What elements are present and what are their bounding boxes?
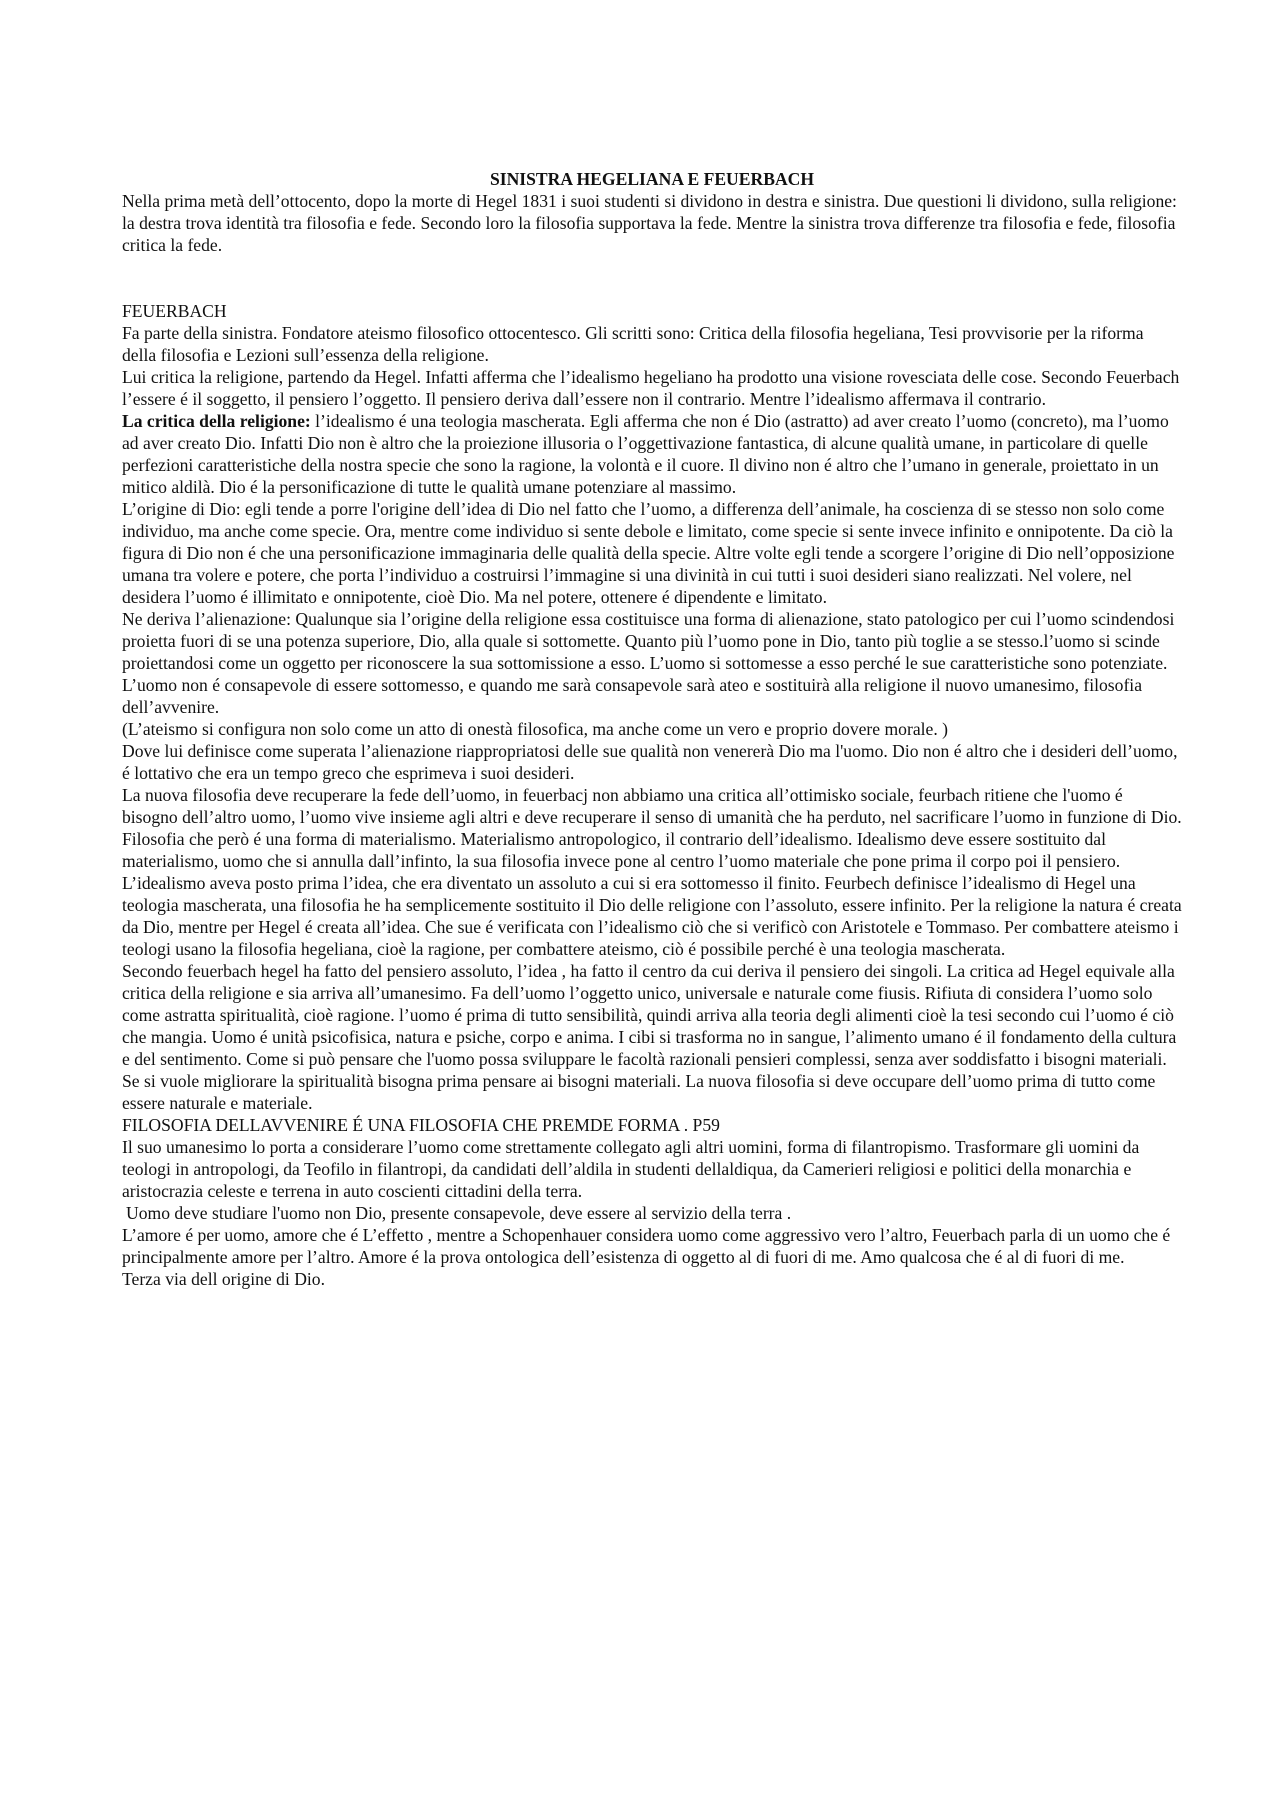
paragraph-9: L’idealismo aveva posto prima l’idea, che era diventato un assoluto a cui si era sottomesso il finito. Feurbech definisce l’idealismo di Hegel una teologia mascherata, una filosofia he ha semplicemente sostituito il Dio delle religione con l’assoluto, essere infinito. Per la religione la natura é creata da Dio, mentre per Hegel é creata all’idea. Che sue é verificata con l’idealismo ciò che si verificò con Aristotele e Tommaso. Per combattere ateismo i teologi usano la filosofia hegeliana, cioè la ragione, per combattere ateismo, ciò é possibile perché è una teologia mascherata.	[122, 873, 1182, 959]
paragraph-6: (L’ateismo si configura non solo come un atto di onestà filosofica, ma anche come un vero e proprio dovere morale. )	[122, 719, 948, 739]
paragraph-13: Uomo deve studiare l'uomo non Dio, presente consapevole, deve essere al servizio della terra .	[126, 1203, 792, 1223]
paragraph-4: L’origine di Dio: egli tende a porre l'origine dell’idea di Dio nel fatto che l’uomo, a differenza dell’animale, ha coscienza di se stesso non solo come individuo, ma anche come specie. Ora, mentre come individuo si sente debole e limitato, come specie si sente invece infinito e onnipotente. Da ciò la figura di Dio non é che una personificazione immaginaria delle qualità della specie. Altre volte egli tende a scorgere l’origine di Dio nell’opposizione umana tra volere e potere, che porta l’individuo a costruirsi l’immagine si una divinità in cui tutti i suoi desideri siano realizzati. Nel volere, nel desidera l’uomo é illimitato e onnipotente, cioè Dio. Ma nel potere, ottenere é dipendente e limitato.	[122, 499, 1175, 607]
intro-paragraph: Nella prima metà dell’ottocento, dopo la morte di Hegel 1831 i suoi studenti si dividono in destra e sinistra. Due questioni li dividono, sulla religione: la destra trova identità tra filosofia e fede. Secondo loro la filosofia supportava la fede. Mentre la sinistra trova differenze tra filosofia e fede, filosofia critica la fede.	[122, 191, 1177, 255]
paragraph-12: Il suo umanesimo lo porta a considerare l’uomo come strettamente collegato agli altri uomini, forma di filantropismo. Trasformare gli uomini da teologi in antropologi, da Teofilo in filantropi, da candidati dell’aldila in studenti dellaldiqua, da Camerieri religiosi e politici della monarchia e aristocrazia celeste e terrena in auto coscienti cittadini della terra.	[122, 1137, 1140, 1201]
blank-space	[122, 256, 1182, 300]
paragraph-3-text: l’idealismo é una teologia mascherata. Egli afferma che non é Dio (astratto) ad aver creato l’uomo (concreto), ma l’uomo ad aver creato Dio. Infatti Dio non è altro che la proiezione illusoria o l’oggettivazione fantastica, di alcune qualità umane, in particolare di quelle perfezioni caratteristiche della nostra specie che sono la ragione, la volontà e il cuore. Il divino non é altro che l’umano in generale, proiettato in un mitico aldilà. Dio é la personificazione di tutte le qualità umane potenziare al massimo.	[122, 411, 1169, 497]
paragraph-10: Secondo feuerbach hegel ha fatto del pensiero assoluto, l’idea , ha fatto il centro da cui deriva il pensiero dei singoli. La critica ad Hegel equivale alla critica della religione e sia arriva all’umanesimo. Fa dell’uomo l’oggetto unico, universale e naturale come fiusis. Rifiuta di considera l’uomo solo come astratta spiritualità, cioè ragione. l’uomo é prima di tutto sensibilità, quindi arriva alla teoria degli alimenti cioè la tesi secondo cui l’uomo é ciò che mangia. Uomo é unità psicofisica, natura e psiche, corpo e anima. I cibi si trasforma no in sangue, l’alimento umano é il fondamento della cultura e del sentimento. Come si può pensare che l'uomo possa sviluppare le facoltà razionali pensieri complessi, senza aver soddisfatto i bisogni materiali. Se si vuole migliorare la spiritualità bisogna prima pensare ai bisogni materiali. La nuova filosofia si deve occupare dell’uomo prima di tutto come essere naturale e materiale.	[122, 961, 1177, 1113]
paragraph-15: Terza via dell origine di Dio.	[122, 1269, 325, 1289]
section-heading-feuerbach: FEUERBACH	[122, 301, 227, 321]
document-title: SINISTRA HEGELIANA E FEUERBACH	[489, 169, 815, 189]
paragraph-11: FILOSOFIA DELLAVVENIRE É UNA FILOSOFIA CHE PREMDE FORMA . P59	[122, 1115, 720, 1135]
paragraph-3-bold-lead: La critica della religione:	[122, 411, 311, 431]
paragraph-8: La nuova filosofia deve recuperare la fede dell’uomo, in feuerbacj non abbiamo una critica all’ottimisko sociale, feurbach ritiene che l'uomo é bisogno dell’altro uomo, l’uomo vive insieme agli altri e deve recuperare il senso di umanità che ha perduto, nel sacrificare l’uomo in funzione di Dio. Filosofia che però é una forma di materialismo. Materialismo antropologico, il contrario dell’idealismo. Idealismo deve essere sostituito dal materialismo, uomo che si annulla dall’infinto, la sua filosofia invece pone al centro l’uomo materiale che pone prima il corpo poi il pensiero.	[122, 785, 1182, 871]
paragraph-1: Fa parte della sinistra. Fondatore ateismo filosofico ottocentesco. Gli scritti sono: Critica della filosofia hegeliana, Tesi provvisorie per la riforma della filosofia e Lezioni sull’essenza della religione.	[122, 323, 1144, 365]
paragraph-2: Lui critica la religione, partendo da Hegel. Infatti afferma che l’idealismo hegeliano ha prodotto una visione rovesciata delle cose. Secondo Feuerbach l’essere é il soggetto, il pensiero l’oggetto. Il pensiero deriva dall’essere non il contrario. Mentre l’idealismo affermava il contrario.	[122, 367, 1180, 409]
document-page	[122, 168, 1182, 1290]
paragraph-5: Ne deriva l’alienazione: Qualunque sia l’origine della religione essa costituisce una forma di alienazione, stato patologico per cui l’uomo scindendosi proietta fuori di se una potenza superiore, Dio, alla quale si sottomette. Quanto più l’uomo pone in Dio, tanto più toglie a se stesso.l’uomo si scinde proiettandosi come un oggetto per riconoscere la sua sottomissione a esso. L’uomo si sottomesse a esso perché le sue caratteristiche sono potenziate. L’uomo non é consapevole di essere sottomesso, e quando me sarà consapevole sarà ateo e sostituirà alla religione il nuovo umanesimo, filosofia dell’avvenire.	[122, 609, 1175, 717]
paragraph-7: Dove lui definisce come superata l’alienazione riappropriatosi delle sue qualità non venererà Dio ma l'uomo. Dio non é altro che i desideri dell’uomo, é lottativo che era un tempo greco che esprimeva i suoi desideri.	[122, 741, 1178, 783]
paragraph-3	[122, 410, 1182, 498]
paragraph-14: L’amore é per uomo, amore che é L’effetto , mentre a Schopenhauer considera uomo come aggressivo vero l’altro, Feuerbach parla di un uomo che é principalmente amore per l’altro. Amore é la prova ontologica dell’esistenza di oggetto al di fuori di me. Amo qualcosa che é al di fuori di me.	[122, 1225, 1171, 1267]
